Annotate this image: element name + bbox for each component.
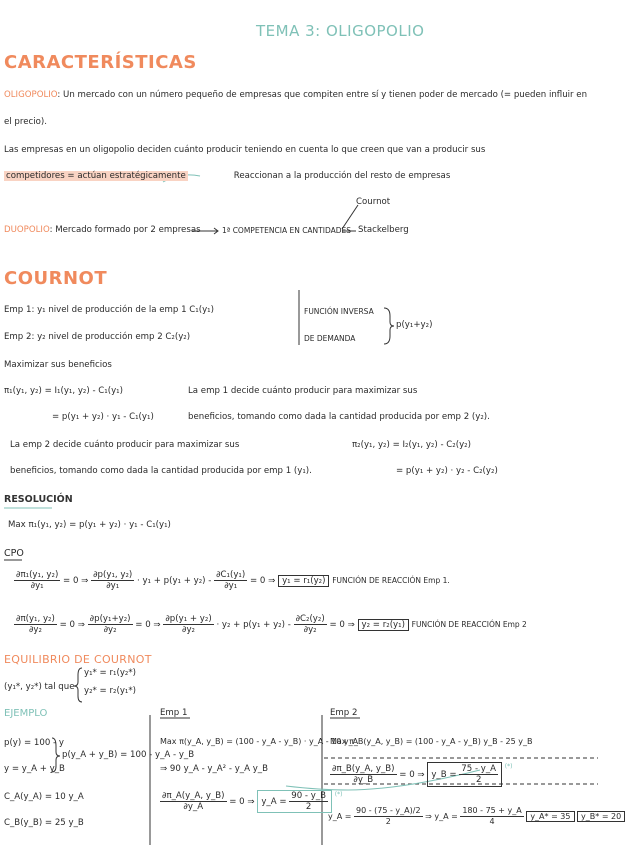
numerator: ∂p(y₁, y₂) (93, 570, 133, 580)
paragraph-estrategia: Las empresas en un oligopolio deciden cuánto producir teniendo en cuenta lo que creen que van a producir sus (4, 145, 486, 155)
section-caracteristicas: CARACTERÍSTICAS (4, 52, 197, 73)
numerator: ∂π_B(y_A, y_B) (332, 764, 395, 774)
emp2-heading: Emp 2 (330, 708, 358, 718)
emp1-max: Max π(y_A, y_B) = (100 - y_A - y_B) · y_A - 10 y_A (160, 737, 359, 746)
denominator: ∂y₂ (182, 625, 196, 635)
equilibrio-lhs: (y₁*, y₂*) tal que (4, 682, 75, 692)
denominator: ∂y₁ (30, 581, 44, 591)
denominator: 2 (475, 775, 482, 785)
oligopolio-term: OLIGOPOLIO (4, 90, 58, 100)
numerator: ∂π₁(y₁, y₂) (16, 570, 59, 580)
brace (384, 308, 394, 344)
numerator: ∂p(y₁ + y₂) (165, 614, 212, 624)
fraction (294, 614, 327, 635)
ejemplo-p: p(y) = 100 - y (4, 738, 64, 748)
fraction (14, 570, 60, 591)
emp1-cpo (160, 790, 342, 813)
result-ya: y_A* = 35 (526, 811, 574, 822)
numerator: ∂C₁(y₁) (216, 570, 246, 580)
pi2-line2: = p(y₁ + y₂) · y₂ - C₂(y₂) (396, 466, 498, 476)
duopolio-text: : Mercado formado por 2 empresas (49, 225, 201, 235)
stackelberg-label: Stackelberg (358, 225, 409, 235)
equilibrio-eq1: y₁* = r₁(y₂*) (84, 668, 137, 678)
reaction-box-2: y₂ = r₂(y₁) (358, 619, 409, 631)
paragraph-estrategia-2 (4, 171, 450, 182)
emp2-result-box (427, 762, 502, 787)
fraction (88, 614, 133, 635)
numerator: 90 - y_B (291, 791, 327, 801)
numerator: 180 - 75 + y_A (462, 806, 522, 815)
reaction-eq-2 (14, 614, 527, 635)
denominator: ∂y₂ (103, 625, 117, 635)
ejemplo-y: y = y_A + y_B (4, 764, 65, 774)
fraction (460, 806, 523, 827)
emp2-text-2: beneficios, tomando como dada la cantidad producida por emp 1 (y₁). (10, 466, 312, 476)
denominator: ∂y_B (353, 775, 374, 785)
fraction (91, 570, 134, 591)
denominator: 2 (305, 802, 312, 812)
expression: y_A = (328, 812, 352, 821)
ejemplo-cb: C_B(y_B) = 25 y_B (4, 818, 84, 828)
operator: = 0 ⇒ (135, 620, 161, 630)
emp1-def: Emp 1: y₁ nivel de producción de la emp 1 C₁(y₁) (4, 305, 214, 315)
reaccionan-text: Reaccionan a la producción del resto de empresas (233, 171, 451, 181)
operator: = 0 ⇒ (59, 620, 85, 630)
funcion-inversa-1: FUNCIÓN INVERSA (304, 307, 374, 316)
operator: = 0 ⇒ (399, 770, 425, 780)
mark: (*) (504, 763, 513, 770)
denominator: ∂y_A (183, 802, 204, 812)
result-yb: y_B* = 20 (577, 811, 625, 822)
duopolio-term: DUOPOLIO (4, 225, 50, 235)
pi1-line1: π₁(y₁, y₂) = I₁(y₁, y₂) - C₁(y₁) (4, 386, 123, 396)
funcion-inversa-eq: p(y₁+y₂) (396, 320, 433, 330)
result-lhs: y_A = (261, 797, 287, 807)
oligopolio-def (4, 90, 587, 101)
fraction (354, 806, 423, 827)
denominator: ∂y₁ (224, 581, 238, 591)
cournot-label: Cournot (356, 197, 391, 207)
competencia-cantidades: 1ª COMPETENCIA EN CANTIDADES (222, 226, 352, 235)
fraction (330, 764, 397, 785)
operator: = 0 ⇒ (63, 576, 89, 586)
denominator: 2 (385, 817, 391, 826)
section-equilibrio: EQUILIBRIO DE COURNOT (4, 653, 152, 666)
numerator: ∂π_A(y_A, y_B) (162, 791, 225, 801)
fraction (14, 614, 57, 635)
result-lhs: y_B = (431, 770, 457, 780)
pi2-line1: π₂(y₁, y₂) = I₂(y₁, y₂) - C₂(y₂) (352, 440, 471, 450)
reaction-box-1: y₁ = r₁(y₂) (278, 575, 329, 587)
maximizar-text: Maximizar sus beneficios (4, 360, 112, 370)
numerator: ∂π(y₁, y₂) (16, 614, 55, 624)
emp2-def: Emp 2: y₂ nivel de producción emp 2 C₂(y₂) (4, 332, 191, 342)
operator: ⇒ y_A = (425, 812, 458, 821)
reaction-eq-1 (14, 570, 450, 591)
denominator: ∂y₂ (28, 625, 42, 635)
numerator: ∂p(y₁+y₂) (89, 614, 131, 624)
numerator: ∂C₂(y₂) (295, 614, 325, 624)
expression: · y₂ + p(y₁ + y₂) - (216, 620, 291, 630)
emp2-text-1: La emp 2 decide cuánto producir para maximizar sus (10, 440, 240, 450)
operator: = 0 ⇒ (249, 576, 276, 586)
emp2-max: Max π_B(y_A, y_B) = (100 - y_A - y_B) y_B - 25 y_B (330, 737, 533, 746)
fraction (459, 764, 498, 785)
emp1-heading: Emp 1 (160, 708, 188, 718)
oligopolio-def-2: el precio). (4, 117, 47, 127)
fraction (289, 791, 328, 812)
expression: · y₁ + p(y₁ + y₂) - (136, 576, 212, 586)
oligopolio-text: : Un mercado con un número pequeño de empresas que compiten entre sí y tienen poder de mercado (= pueden influir en (57, 90, 588, 100)
cpo-label: CPO (4, 548, 24, 559)
page-title: TEMA 3: OLIGOPOLIO (256, 22, 425, 40)
fraction (214, 570, 247, 591)
brace-eq (74, 668, 82, 702)
denominator: ∂y₂ (303, 625, 317, 635)
emp1-result-box (257, 790, 332, 813)
pi1-line2: = p(y₁ + y₂) · y₁ - C₁(y₁) (52, 412, 154, 422)
denominator: ∂y₁ (106, 581, 120, 591)
ejemplo-py: p(y_A + y_B) = 100 - y_A - y_B (62, 750, 195, 760)
funcion-inversa-2: DE DEMANDA (304, 334, 356, 343)
denominator: 4 (489, 817, 495, 826)
numerator: 90 - (75 - y_A)/2 (356, 806, 421, 815)
emp1-line2: ⇒ 90 y_A - y_A² - y_A y_B (160, 764, 268, 774)
fraction (163, 614, 213, 635)
section-cournot: COURNOT (4, 268, 108, 289)
fraction (160, 791, 227, 812)
emp2-cpo (330, 762, 512, 787)
section-ejemplo: EJEMPLO (4, 708, 48, 719)
numerator: 75 - y_A (461, 764, 497, 774)
duopolio-def (4, 225, 201, 236)
highlight-estrategia: competidores = actúan estratégicamente (6, 171, 186, 181)
reaction-label-2: FUNCIÓN DE REACCIÓN Emp 2 (411, 620, 527, 629)
reaction-label-1: FUNCIÓN DE REACCIÓN Emp 1. (332, 576, 450, 585)
ejemplo-ca: C_A(y_A) = 10 y_A (4, 792, 84, 802)
emp1-text-1: La emp 1 decide cuánto producir para maximizar sus (188, 386, 418, 396)
section-resolucion: RESOLUCIÓN (4, 494, 73, 505)
equilibrio-eq2: y₂* = r₂(y₁*) (84, 686, 137, 696)
emp2-solve (328, 806, 625, 827)
emp1-text-2: beneficios, tomando como dada la cantidad producida por emp 2 (y₂). (188, 412, 490, 422)
operator: = 0 ⇒ (329, 620, 355, 630)
resolucion-max: Max π₁(y₁, y₂) = p(y₁ + y₂) · y₁ - C₁(y₁) (8, 520, 171, 530)
operator: = 0 ⇒ (229, 797, 255, 807)
mark: (*) (334, 791, 343, 798)
